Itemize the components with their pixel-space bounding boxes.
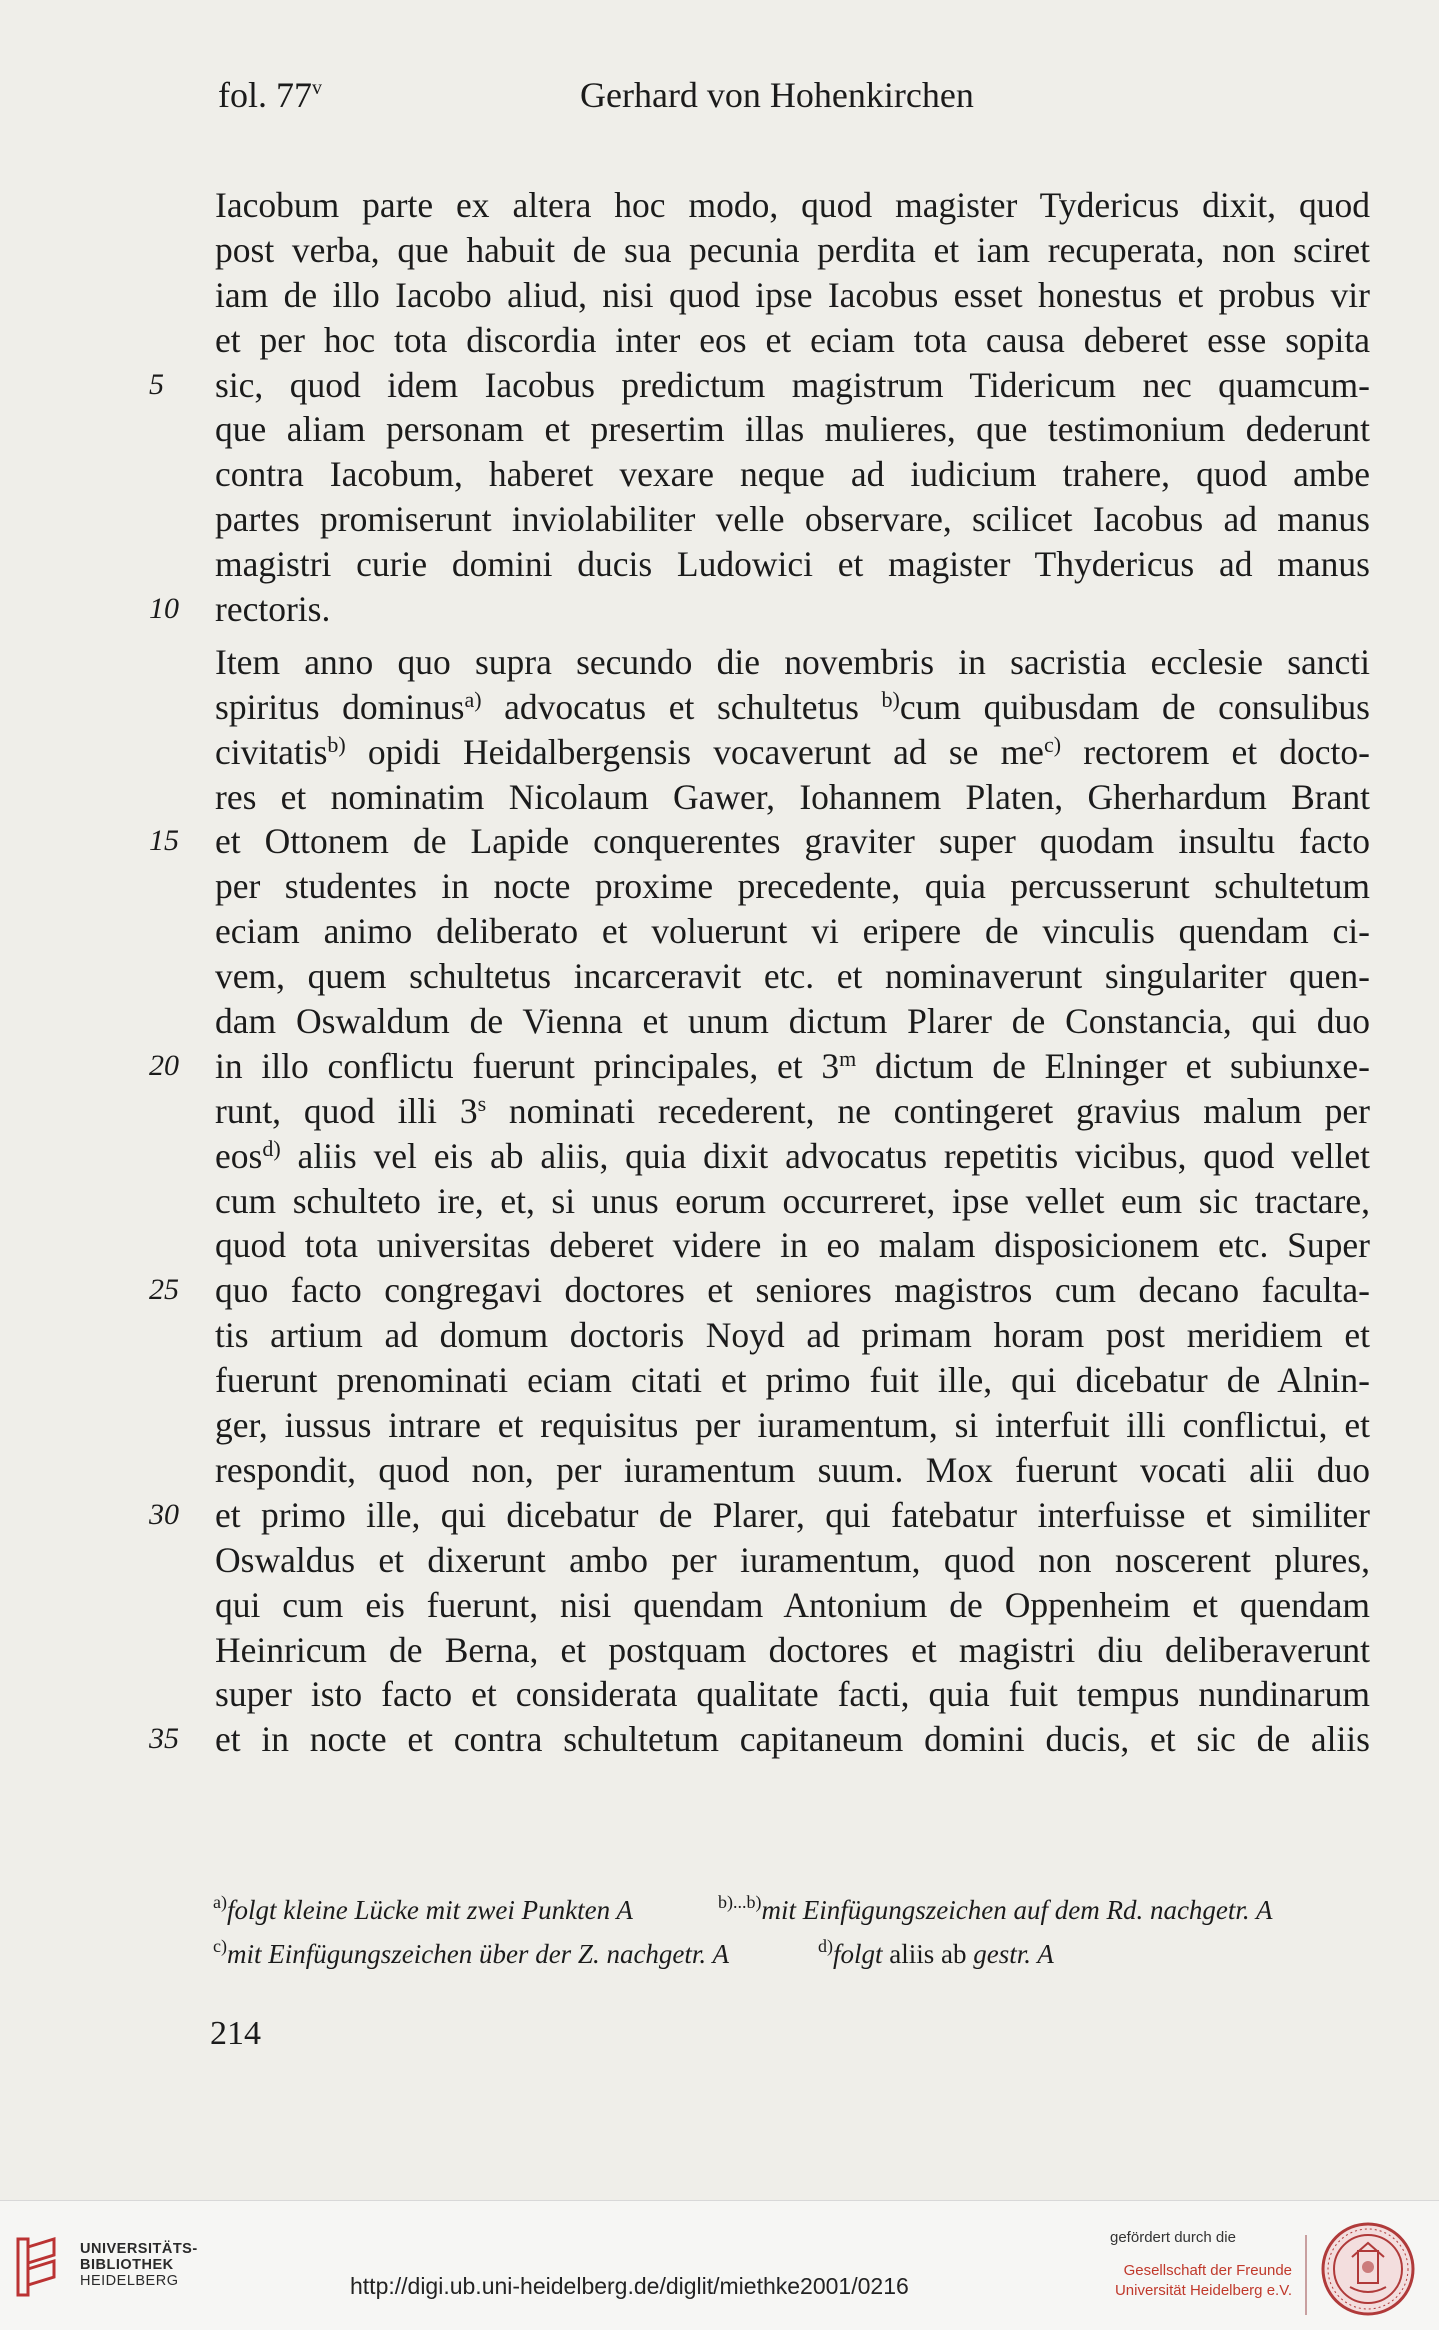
library-name: UNIVERSITÄTS- BIBLIOTHEK HEIDELBERG — [80, 2241, 198, 2289]
line-text — [215, 1583, 1370, 1628]
text-segment: super isto facto et considerata qualitate facti, quia fuit tempus nundinarum — [215, 1674, 1370, 1715]
text-line — [215, 685, 1370, 730]
line-number: 35 — [149, 1722, 179, 1756]
text-segment: eciam animo deliberato et voluerunt vi eripere de vinculis quendam ci- — [215, 911, 1370, 952]
line-text — [215, 183, 1370, 228]
text-segment: spiritus dominus — [215, 686, 465, 727]
footnote-b: $^{b)...b)}$mit Einfügungszeichen auf dem Rd. nachgetr. A — [718, 1892, 1273, 1925]
footnote-a: $^{a)}$folgt kleine Lücke mit zwei Punkten A — [213, 1892, 633, 1925]
footnote-d: $^{d)}$folgt aliis ab gestr. A — [818, 1936, 1054, 1969]
page-number: 214 — [210, 2015, 261, 2052]
line-text — [215, 1672, 1370, 1717]
ub-heidelberg-logo-icon[interactable] — [14, 2235, 64, 2299]
text-segment: Oswaldus et dixerunt ambo per iuramentum, quod non noscerent plures, — [215, 1539, 1370, 1580]
text-line — [215, 452, 1370, 497]
text-segment: Iacobum parte ex altera hoc modo, quod magister Tydericus dixit, quod — [215, 185, 1370, 225]
text-line — [215, 1223, 1370, 1268]
line-number: 15 — [149, 824, 179, 858]
text-line — [215, 1089, 1370, 1134]
text-segment: cum quibusdam de consulibus — [899, 686, 1370, 727]
footnote-reference: d) — [262, 1135, 281, 1161]
text-line — [149, 1717, 1370, 1762]
text-segment: nominati recederent, ne contingeret gravius malum per — [486, 1090, 1371, 1131]
line-text — [215, 999, 1370, 1044]
text-segment: vem, quem schultetus incarceravit etc. et nominaverunt singulariter quen- — [215, 956, 1370, 997]
line-text — [215, 1358, 1370, 1403]
text-line — [215, 1583, 1370, 1628]
footnote-reference: c) — [1043, 731, 1062, 757]
text-line — [215, 954, 1370, 999]
line-text — [215, 542, 1370, 587]
text-segment: civitatis — [215, 731, 328, 772]
text-line — [215, 228, 1370, 273]
line-text — [215, 363, 1370, 408]
text-segment: aliis vel eis ab aliis, quia dixit advocatus repetitis vicibus, quod vellet — [280, 1135, 1370, 1176]
text-line — [149, 1044, 1370, 1089]
text-line — [215, 542, 1370, 587]
text-segment: rectoris. — [215, 589, 331, 630]
text-line — [215, 775, 1370, 820]
digitization-footer — [0, 2200, 1439, 2330]
text-line — [215, 1448, 1370, 1493]
text-segment: partes promiserunt inviolabiliter velle observare, scilicet Iacobus ad manus — [215, 499, 1370, 540]
line-text — [215, 730, 1370, 775]
line-text — [215, 1268, 1370, 1313]
line-text — [215, 864, 1370, 909]
text-segment: quod tota universitas deberet videre in eo malam disposicionem etc. Super — [215, 1225, 1370, 1266]
footnote-reference: m — [839, 1045, 857, 1071]
sponsor-caption: gefördert durch die — [1110, 2229, 1236, 2246]
line-text — [215, 775, 1370, 820]
text-segment: et Ottonem de Lapide conquerentes graviter super quodam insultu facto — [215, 821, 1370, 862]
text-segment: iam de illo Iacobo aliud, nisi quod ipse Iacobus esset honestus et probus vir — [215, 274, 1370, 315]
text-line — [215, 1403, 1370, 1448]
text-segment: runt, quod illi 3 — [215, 1090, 478, 1131]
folio-label: fol. 77$^v$ — [218, 75, 322, 115]
line-text — [215, 1717, 1370, 1762]
text-line — [215, 1358, 1370, 1403]
text-line — [215, 730, 1370, 775]
permalink-url[interactable]: http://digi.ub.uni-heidelberg.de/diglit/miethke2001/0216 — [350, 2273, 909, 2299]
text-segment: respondit, quod non, per iuramentum suum. Mox fuerunt vocati alii duo — [215, 1449, 1370, 1490]
text-line — [215, 318, 1370, 363]
text-line — [215, 1313, 1370, 1358]
line-number: 20 — [149, 1048, 179, 1082]
line-text — [215, 497, 1370, 542]
line-text — [215, 1044, 1370, 1089]
line-text — [215, 909, 1370, 954]
line-number: 5 — [149, 367, 164, 401]
line-text — [215, 1403, 1370, 1448]
text-segment: et per hoc tota discordia inter eos et eciam tota causa deberet esse sopita — [215, 319, 1370, 360]
line-text — [215, 685, 1370, 730]
footer-divider — [1305, 2235, 1307, 2315]
line-text — [215, 1179, 1370, 1224]
line-text — [215, 1134, 1370, 1179]
line-text — [215, 1089, 1370, 1134]
text-segment: advocatus et schultetus — [481, 686, 882, 727]
text-line — [215, 273, 1370, 318]
text-segment: tis artium ad domum doctoris Noyd ad primam horam post meridiem et — [215, 1315, 1370, 1356]
footnotes — [213, 1880, 1373, 1968]
line-text — [215, 318, 1370, 363]
footnote-line-1 — [213, 1880, 1373, 1924]
text-line — [149, 587, 1370, 632]
text-line — [215, 909, 1370, 954]
university-seal-icon[interactable] — [1320, 2221, 1416, 2317]
line-text — [215, 1313, 1370, 1358]
line-text — [215, 228, 1370, 273]
text-segment: opidi Heidalbergensis vocaverunt ad se me — [345, 731, 1044, 772]
line-text — [215, 1493, 1370, 1538]
line-text — [215, 1628, 1370, 1673]
line-text — [215, 273, 1370, 318]
text-segment: sic, quod idem Iacobus predictum magistrum Tidericum nec quamcum- — [215, 364, 1370, 405]
text-segment: post verba, que habuit de sua pecunia perdita et iam recuperata, non sciret — [215, 229, 1370, 270]
text-segment: contra Iacobum, haberet vexare neque ad iudicium trahere, quod ambe — [215, 454, 1370, 495]
text-segment: rectorem et docto- — [1061, 731, 1370, 772]
line-text — [215, 1538, 1370, 1583]
main-text — [149, 183, 1371, 1762]
footnote-reference: b) — [327, 731, 346, 757]
text-line — [149, 363, 1370, 408]
text-line — [215, 1538, 1370, 1583]
text-segment: eos — [215, 1135, 263, 1176]
footnote-reference: a) — [464, 686, 482, 712]
text-line — [215, 999, 1370, 1044]
text-segment: per studentes in nocte proxime precedente, quia percusserunt schultetum — [215, 866, 1370, 907]
text-segment: dictum de Elninger et subiunxe- — [856, 1045, 1370, 1086]
line-text — [215, 587, 1370, 632]
line-text — [215, 407, 1370, 452]
text-segment: dam Oswaldum de Vienna et unum dictum Plarer de Constancia, qui duo — [215, 1001, 1370, 1042]
line-number: 30 — [149, 1497, 179, 1531]
folio-verso-mark: v — [312, 77, 322, 99]
text-segment: et primo ille, qui dicebatur de Plarer, qui fatebatur interfuisse et similiter — [215, 1494, 1370, 1535]
footnote-reference: s — [477, 1090, 487, 1116]
text-line — [149, 819, 1370, 864]
line-number: 25 — [149, 1273, 179, 1307]
text-line — [215, 1134, 1370, 1179]
text-line — [215, 183, 1370, 228]
text-line — [215, 497, 1370, 542]
footnote-line-2 — [213, 1924, 1373, 1968]
text-line — [215, 1628, 1370, 1673]
line-text — [215, 819, 1370, 864]
line-text — [215, 954, 1370, 999]
text-segment: in illo conflictu fuerunt principales, et 3 — [215, 1045, 840, 1086]
text-line — [215, 1672, 1370, 1717]
line-text — [215, 1223, 1370, 1268]
text-segment: que aliam personam et presertim illas mulieres, que testimonium dederunt — [215, 409, 1370, 450]
line-text — [215, 640, 1370, 685]
footnote-reference: b) — [881, 686, 900, 712]
text-line — [215, 864, 1370, 909]
paragraph-1 — [149, 183, 1370, 632]
sponsor-name: Gesellschaft der Freunde Universität Heidelberg e.V. — [1114, 2262, 1292, 2299]
line-text — [215, 1448, 1370, 1493]
text-line — [149, 1268, 1370, 1313]
running-title: Gerhard von Hohenkirchen — [580, 75, 974, 115]
text-segment: quo facto congregavi doctores et seniores magistros cum decano faculta- — [215, 1270, 1370, 1311]
text-segment: res et nominatim Nicolaum Gawer, Iohannem Platen, Gherhardum Brant — [215, 776, 1370, 817]
line-text — [215, 452, 1370, 497]
text-segment: Heinricum de Berna, et postquam doctores et magistri diu deliberaverunt — [215, 1629, 1370, 1670]
footnote-c: $^{c)}$mit Einfügungszeichen über der Z. nachgetr. A — [213, 1936, 729, 1969]
text-segment: ger, iussus intrare et requisitus per iuramentum, si interfuit illi conflictui, et — [215, 1405, 1370, 1446]
text-segment: cum schulteto ire, et, si unus eorum occurreret, ipse vellet eum sic tractare, — [215, 1180, 1370, 1221]
line-number: 10 — [149, 592, 179, 626]
text-segment: et in nocte et contra schultetum capitaneum domini ducis, et sic de aliis — [215, 1719, 1370, 1760]
text-line — [215, 407, 1370, 452]
text-segment: Item anno quo supra secundo die novembris in sacristia ecclesie sancti — [215, 641, 1370, 682]
text-segment: qui cum eis fuerunt, nisi quendam Antonium de Oppenheim et quendam — [215, 1584, 1370, 1625]
paragraph-2 — [149, 640, 1371, 1762]
text-segment: magistri curie domini ducis Ludowici et magister Thydericus ad manus — [215, 544, 1370, 585]
text-line — [149, 1493, 1370, 1538]
text-line — [215, 640, 1370, 685]
text-line — [215, 1179, 1370, 1224]
text-segment: fuerunt prenominati eciam citati et primo fuit ille, qui dicebatur de Alnin- — [215, 1360, 1370, 1401]
